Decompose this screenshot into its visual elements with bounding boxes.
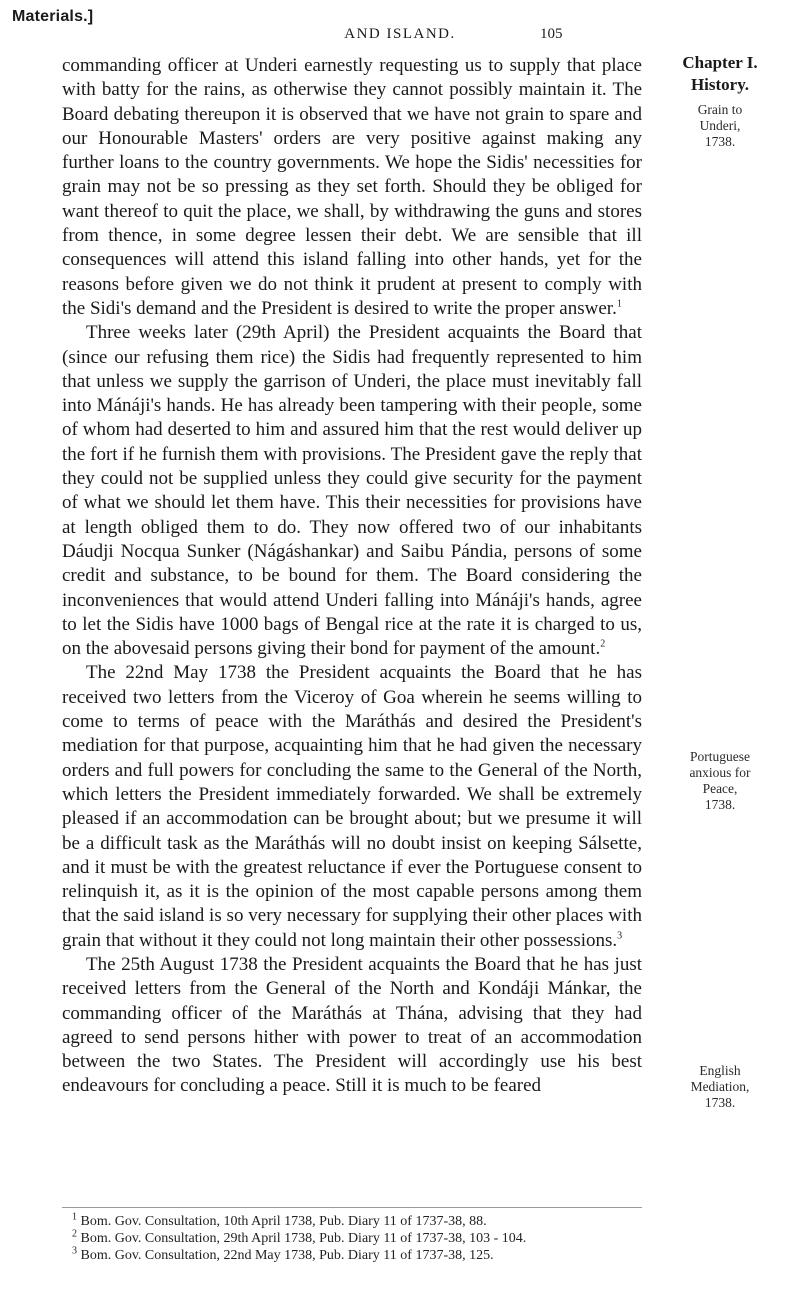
margin-note-portuguese bbox=[650, 749, 790, 813]
running-title: AND ISLAND. bbox=[344, 26, 456, 42]
footnote-ref: 3 bbox=[617, 930, 623, 942]
footnotes bbox=[62, 1213, 642, 1264]
paragraph-text: commanding officer at Underi earnestly requesting us to supply that place with batty for the rains, as otherwise they cannot possibly maintain it. The Board debating thereupon it is observed that we have not grain to spare and our Honourable Masters' orders are very positive against making any further loans to the country governments. We hope the Sidis' necessities for grain may not be so pressing as they set forth. Should they be obliged for want thereof to quit the place, we shall, by withdrawing the guns and stores from thence, in some degree lessen their debt. We are sensible that ill consequences will attend this island falling into other hands, yet for the reasons before given we do not think it prudent at present to comply with the Sidi's demand and the President is desired to write the proper answer. bbox=[62, 55, 642, 319]
margin-note-line: Grain to bbox=[697, 102, 743, 117]
footnote-text: Bom. Gov. Consultation, 29th April 1738, Pub. Diary 11 of 1737-38, 103 - 104. bbox=[80, 1231, 527, 1246]
margin-note-line: 1738. bbox=[704, 797, 736, 812]
paragraph bbox=[62, 953, 642, 1099]
footnote-mark: 2 bbox=[72, 1228, 77, 1240]
margin-note-line: Underi, bbox=[699, 118, 741, 133]
main-text bbox=[62, 54, 642, 1099]
margin-note-grain bbox=[650, 52, 790, 150]
footnote-ref: 2 bbox=[600, 638, 606, 650]
margin-note-line: English bbox=[699, 1063, 741, 1078]
footnote-mark: 1 bbox=[72, 1211, 77, 1223]
footnote bbox=[62, 1230, 642, 1247]
paragraph-text: The 22nd May 1738 the President acquaints the Board that he has received two letters from the Viceroy of Goa wherein he seems willing to come to terms of peace with the Maráthás and desired the President's mediation for that purpose, acquainting him that he had given the necessary orders and full powers for concluding the same to the General of the North, which letters the President immediately forwarded. We shall be extremely pleased if an accommodation can be brought about; but we presume it will be a difficult task as the Maráthás will no doubt insist on keeping Sálsette, and it must be with the greatest reluctance if ever the Portuguese consent to relinquish it, as it is the opinion of the most capable persons among them that the said island is so very necessary for supplying their other places with grain that without it they could not long maintain their other possessions. bbox=[62, 662, 642, 951]
footnote-divider bbox=[62, 1207, 642, 1208]
footnote-mark: 3 bbox=[72, 1245, 77, 1257]
section-label: Materials.] bbox=[12, 8, 94, 25]
margin-note-line: 1738. bbox=[704, 134, 736, 149]
history-label: History. bbox=[690, 75, 750, 94]
margin-note-line: 1738. bbox=[704, 1095, 736, 1110]
margin-note-line: Peace, bbox=[702, 781, 738, 796]
paragraph bbox=[62, 321, 642, 661]
footnote-text: Bom. Gov. Consultation, 10th April 1738, Pub. Diary 11 of 1737-38, 88. bbox=[80, 1214, 487, 1229]
footnote bbox=[62, 1247, 642, 1264]
page-number: 105 bbox=[540, 26, 563, 42]
footnote bbox=[62, 1213, 642, 1230]
paragraph-text: Three weeks later (29th April) the President acquaints the Board that (since our refusing them rice) the Sidis had frequently represented to him that unless we supply the garrison of Underi, the place must inevitably fall into Mánáji's hands. He has already been tampering with their people, some of whom had deserted to him and assured him that the rest would deliver up the fort if he furnish them with provisions. The President gave the reply that they could not be supplied unless they could give security for the payment of what we should let them have. This their necessities for provisions have at length obliged them to do. They now offered two of our inhabitants Dáudji Nocqua Sunker (Nágáshankar) and Saibu Pándia, persons of some credit and substance, to be bound for them. The Board considering the inconveniences that would attend Underi falling into Mánáji's hands, agree to let the Sidis have 1000 bags of Bengal rice at the rate it is charged to us, on the abovesaid persons giving their bond for payment of the amount. bbox=[62, 322, 642, 660]
margin-note-line: Portuguese bbox=[690, 749, 750, 764]
paragraph bbox=[62, 661, 642, 953]
chapter-label: Chapter I. bbox=[682, 53, 758, 72]
margin-note-line: anxious for bbox=[689, 765, 751, 780]
footnote-ref: 1 bbox=[616, 298, 622, 310]
footnote-text: Bom. Gov. Consultation, 22nd May 1738, Pub. Diary 11 of 1737-38, 125. bbox=[80, 1248, 494, 1263]
margin-note-text bbox=[650, 102, 790, 150]
paragraph-text: The 25th August 1738 the President acquaints the Board that he has just received letters from the General of the North and Kondáji Mánkar, the commanding officer of the Maráthás at Thána, advising that they had agreed to send persons hither with power to treat of an accommodation between the two States. The President will accordingly use his best endeavours for concluding a peace. Still it is much to be feared bbox=[62, 953, 642, 1097]
paragraph bbox=[62, 54, 642, 321]
margin-note-line: Mediation, bbox=[690, 1079, 750, 1094]
margin-note-english bbox=[650, 1063, 790, 1111]
